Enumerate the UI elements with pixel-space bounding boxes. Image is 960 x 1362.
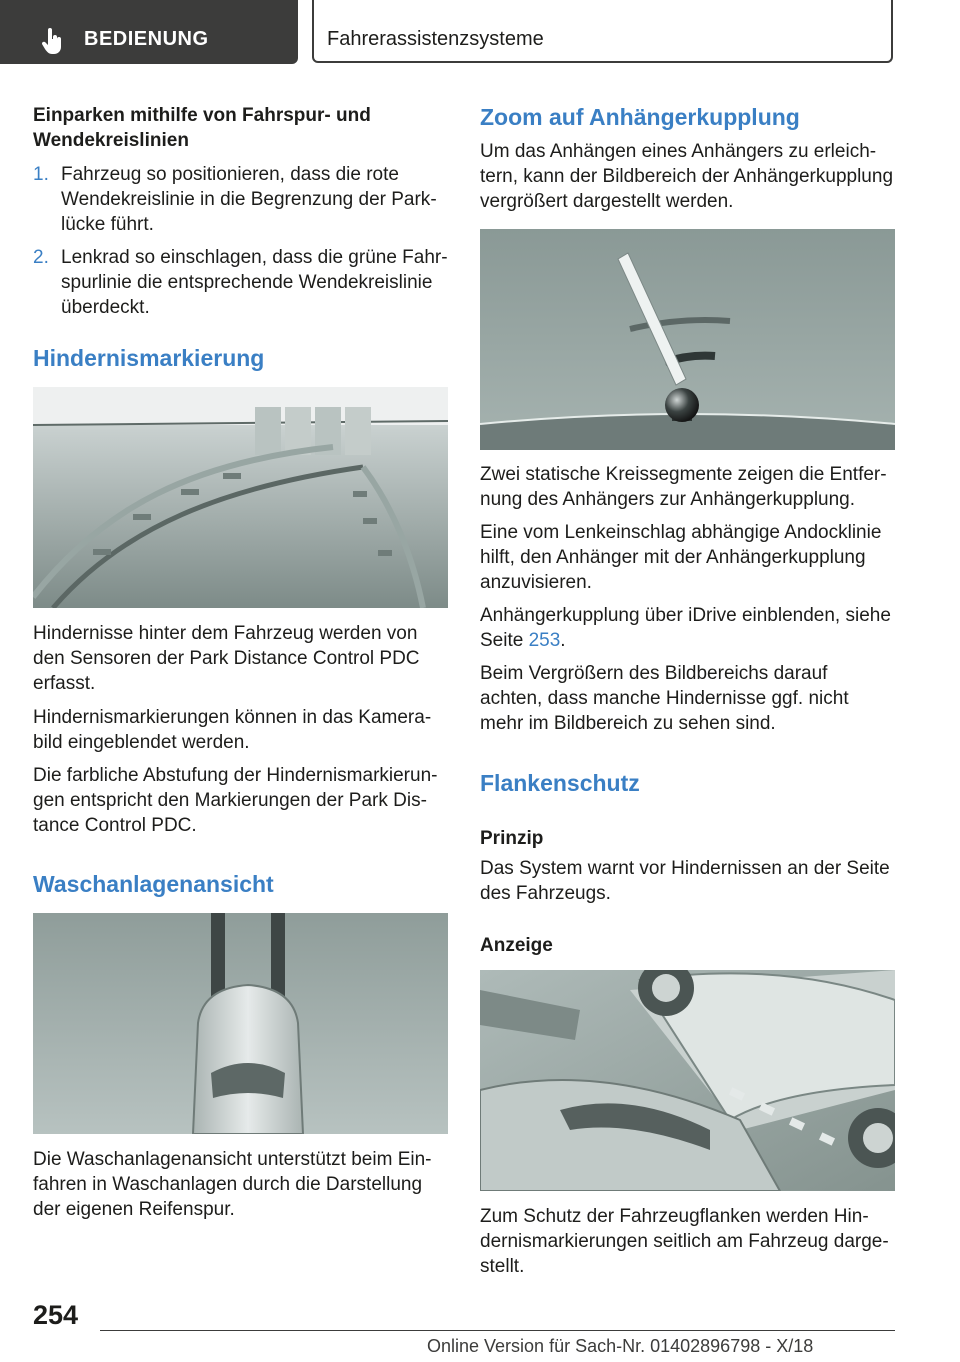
trailer-hitch-zoom-image <box>480 229 895 450</box>
carwash-paragraph: Die Waschanlagenansicht unterstützt beim Einfahren in Waschanlagen durch die Darstellung der eigenen Reifenspur. <box>33 1149 432 1220</box>
online-version-note: Online Version für Sach-Nr. 01402896798 - X/18 <box>427 1336 814 1356</box>
chapter-label: Fahrerassistenzsysteme <box>327 28 544 50</box>
flank-protection-image <box>480 970 895 1191</box>
principle-text: Das System warnt vor Hindernissen an der Seite des Fahrzeugs. <box>480 858 890 904</box>
zoom-paragraph: Beim Vergrößern des Bildbereichs darauf achten, dass manche Hindernisse ggf. nicht mehr im Bildbereich zu sehen sind. <box>480 663 849 734</box>
flank-heading: Flankenschutz <box>480 770 640 796</box>
parking-subsection-title <box>33 103 448 153</box>
obstacle-heading: Hindernismarkierung <box>33 345 265 371</box>
section-tab <box>0 0 298 64</box>
zoom-paragraph: Eine vom Lenkeinschlag abhängige Andocklinie hilft, den Anhänger mit der Anhängerkupplung anzuvisieren. <box>480 522 882 593</box>
page-number: 254 <box>33 1300 79 1330</box>
hand-pointer-icon <box>42 28 64 54</box>
footer-divider <box>100 1330 895 1331</box>
step-number: 1. <box>33 164 49 185</box>
display-caption: Zum Schutz der Fahrzeugflanken werden Hindernismarkierungen seitlich am Fahrzeug dargestellt. <box>480 1206 889 1277</box>
zoom-paragraph-reference <box>480 603 895 653</box>
obstacle-paragraph: Die farbliche Abstufung der Hindernismarkierungen entspricht den Markierungen der Park Distance Control PDC. <box>33 765 438 836</box>
page-link-253[interactable]: 253 <box>528 630 561 651</box>
carwash-view-image <box>33 913 448 1134</box>
zoom-heading: Zoom auf Anhängerkupplung <box>480 104 800 130</box>
step-text: Fahrzeug so positionieren, dass die rote Wendekreislinie in die Begrenzung der Parklücke führt. <box>61 164 437 235</box>
carwash-heading: Waschanlagenansicht <box>33 871 274 897</box>
obstacle-marking-image <box>33 387 448 608</box>
principle-title: Prinzip <box>480 828 544 849</box>
display-title: Anzeige <box>480 935 553 956</box>
zoom-paragraph: Zwei statische Kreissegmente zeigen die Entfernung des Anhängers zur Anhängerkupplung. <box>480 464 887 510</box>
step-number: 2. <box>33 247 49 268</box>
reference-suffix: . <box>560 630 566 651</box>
step-text: Lenkrad so einschlagen, dass die grüne Fahrspurlinie die entsprechende Wendekreislinie überdeckt. <box>61 247 448 318</box>
reference-text: Anhängerkupplung über iDrive einblenden, siehe Seite <box>480 605 891 651</box>
obstacle-paragraph: Hindernisse hinter dem Fahrzeug werden von den Sensoren der Park Distance Control PDC erfasst. <box>33 623 420 694</box>
chapter-tab <box>312 0 893 63</box>
parking-title-text: Einparken mithilfe von Fahrspur- und Wendekreislinien <box>33 105 371 151</box>
zoom-intro: Um das Anhängen eines Anhängers zu erleichtern, kann der Bildbereich der Anhängerkupplung vergrößert dargestellt werden. <box>480 141 894 212</box>
section-label: BEDIENUNG <box>84 28 209 50</box>
obstacle-paragraph: Hindernismarkierungen können in das Kamerabild eingeblendet werden. <box>33 707 432 753</box>
